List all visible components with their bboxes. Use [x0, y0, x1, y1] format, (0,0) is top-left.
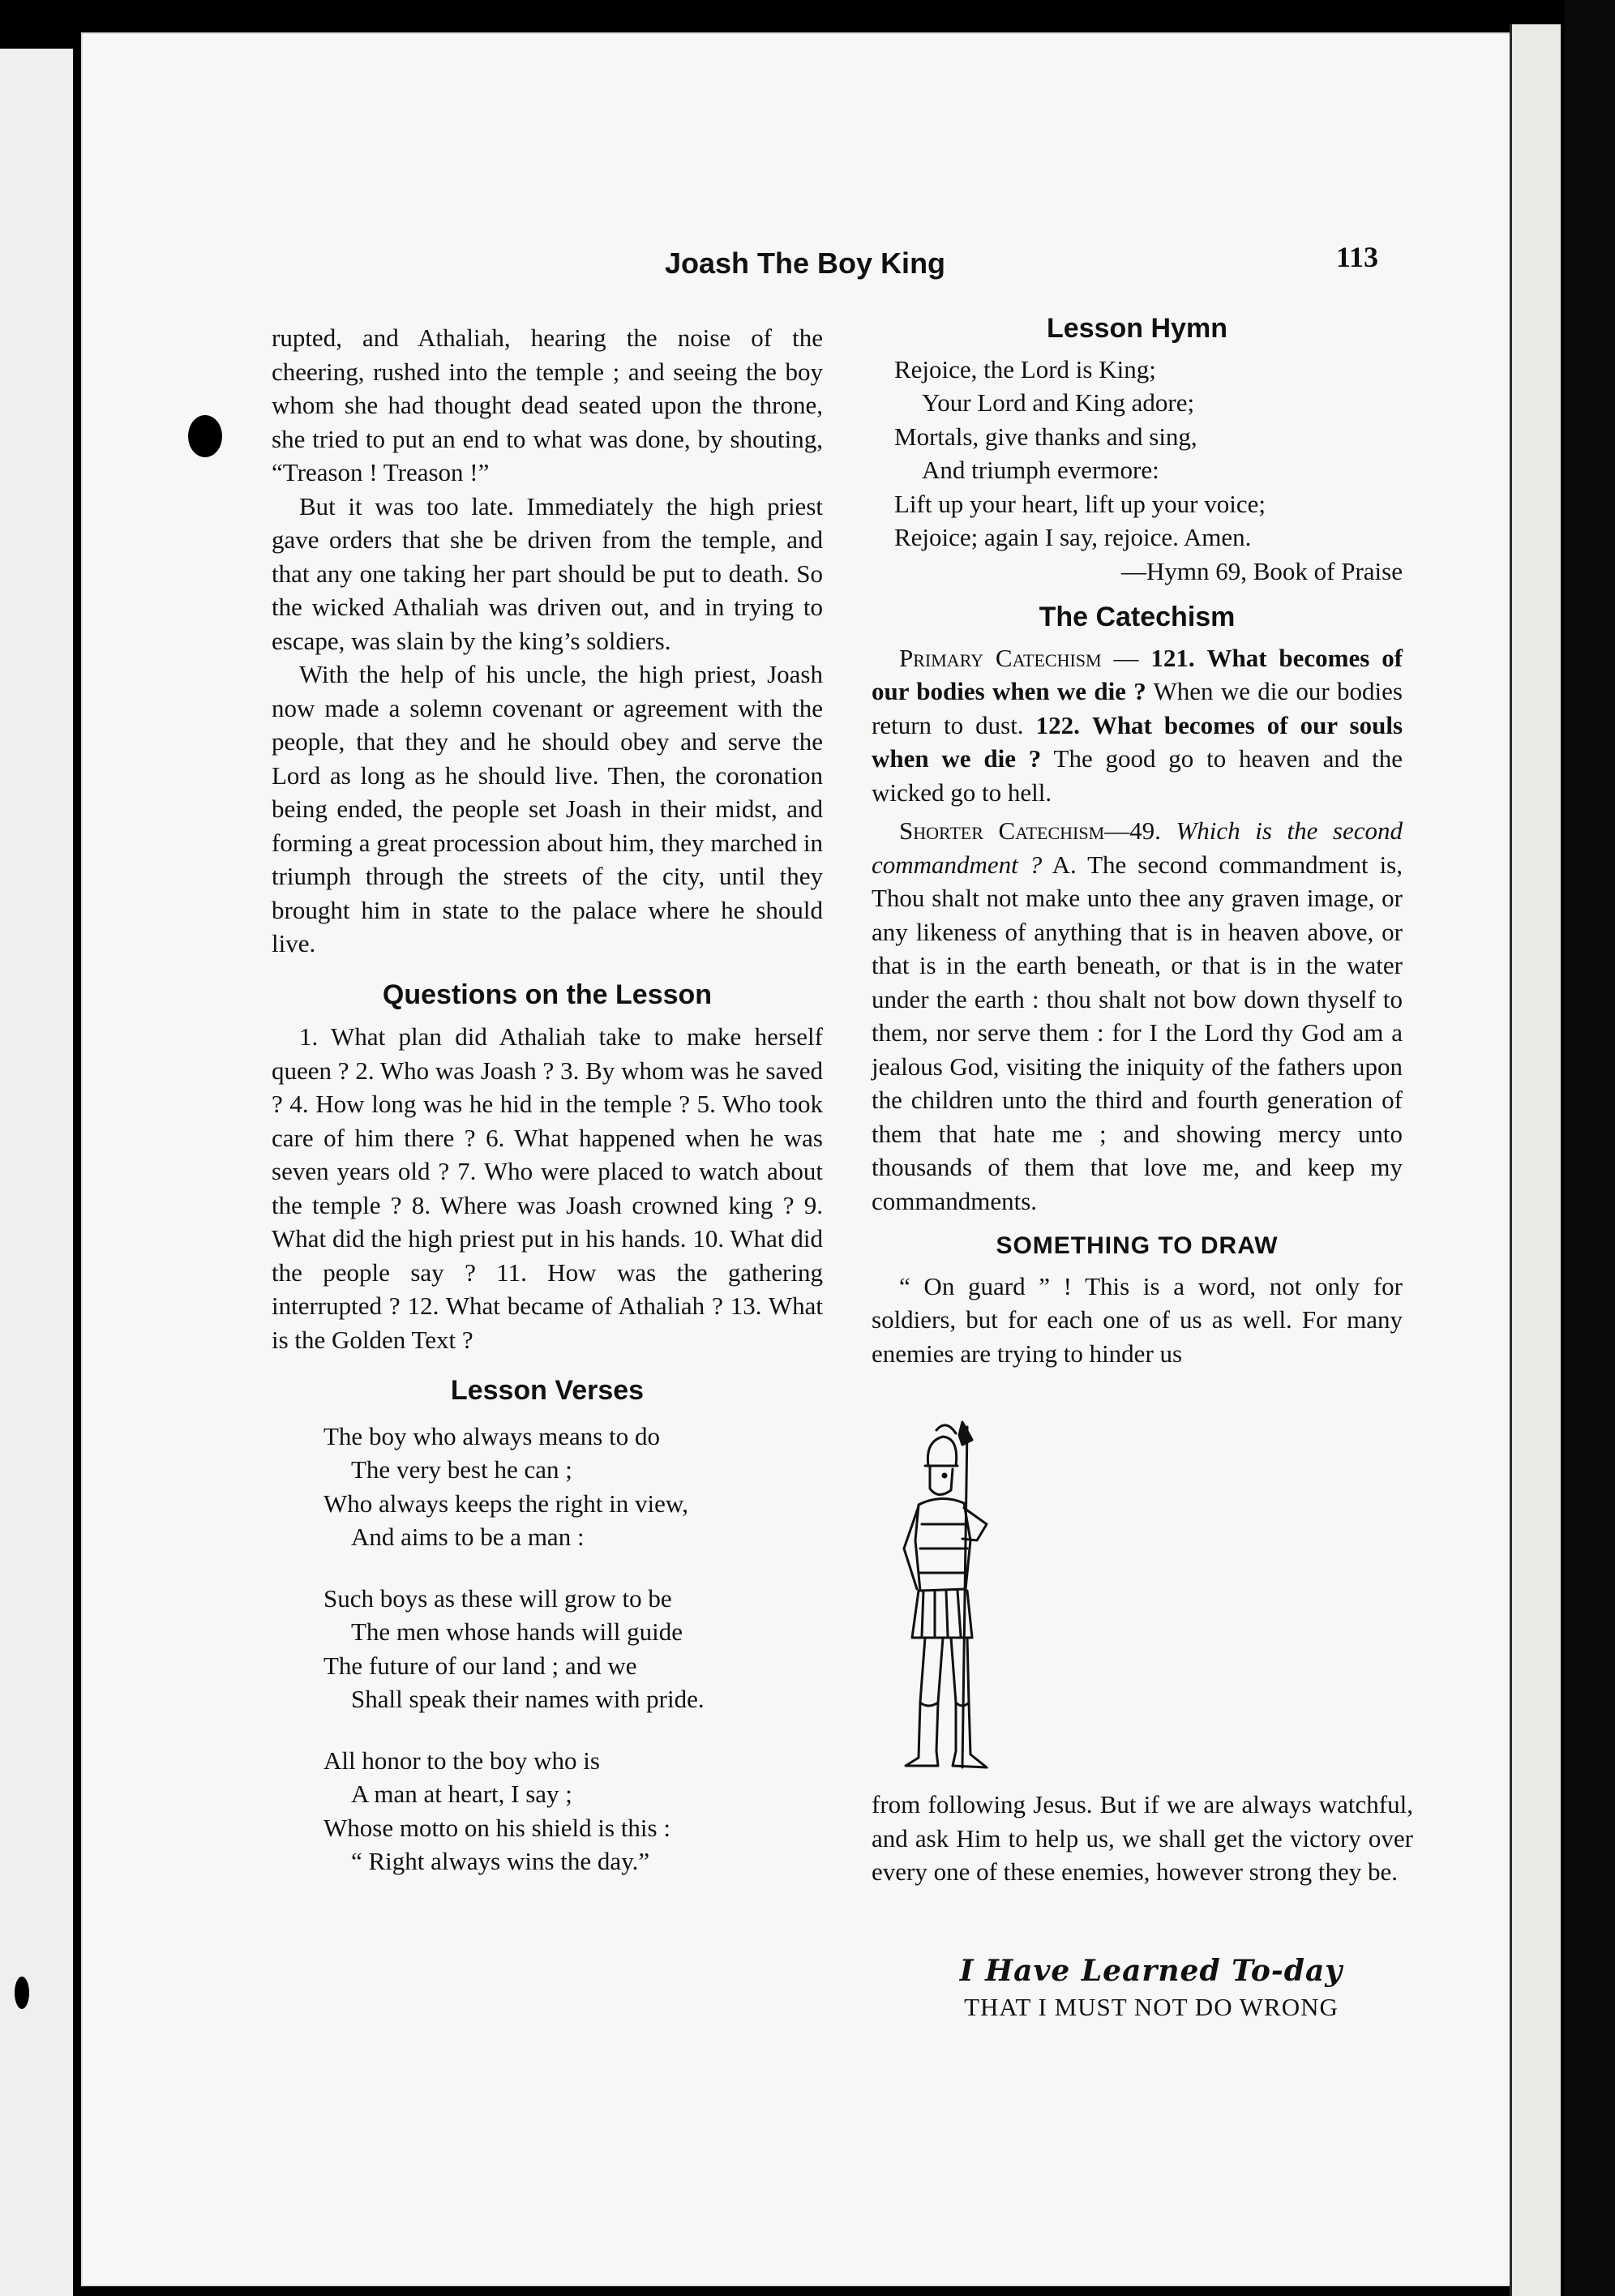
- learned-today-box: [896, 1954, 1407, 2022]
- draw-heading: SOMETHING TO DRAW: [996, 1232, 1279, 1259]
- left-column: [272, 321, 823, 1906]
- running-title: Joash The Boy King: [665, 246, 946, 280]
- hymn-line: Mortals, give thanks and sing,: [894, 422, 1197, 451]
- question-number: 122.: [1035, 710, 1080, 739]
- questions-text: 1. What plan did Athaliah take to make herself queen ? 2. Who was Joash ? 3. By whom was he saved ? 4. How long was he hid in the temple ? 5. Who took care of him there ? 6. What happened when he was seven years old ? 7. Who were placed to watch about the temple ? 8. Where was Joash crowned king ? 9. What did the high priest put in his hands. 10. What did the people say ? 11. How was the gathering interrupted ? 12. What became of Athaliah ? 13. What is the Golden Text ?: [272, 1022, 823, 1354]
- shorter-catechism: [872, 814, 1403, 1218]
- right-page-edge: [1510, 24, 1561, 2296]
- learned-text: THAT I MUST NOT DO WRONG: [964, 1993, 1339, 2021]
- catechism-answer: The good go to heaven and the wicked go to hell.: [872, 744, 1403, 807]
- verse-line: Shall speak their names with pride.: [351, 1685, 705, 1713]
- verse-line: Such boys as these will grow to be: [323, 1583, 672, 1613]
- primary-catechism: Primary Catechism — 121. What becomes of our bodies when we die ? When we die our bodies return to dust. 122. What becomes of our souls when we die ? The good go to heaven and the wicked go to hell.: [872, 643, 1403, 807]
- verse-line: All honor to the boy who is: [323, 1746, 600, 1775]
- hymn-heading: Lesson Hymn: [1047, 313, 1227, 344]
- primary-catechism-label: Primary Catechism: [899, 643, 1102, 672]
- soldier-illustration: [872, 1419, 1066, 1776]
- verse-stanza: [323, 1744, 823, 1878]
- hymn-line: Rejoice, the Lord is King;: [894, 354, 1156, 383]
- helmet: [927, 1437, 956, 1466]
- lesson-hymn: [872, 353, 1403, 589]
- hymn-line: Lift up your heart, lift up your voice;: [894, 489, 1266, 518]
- verse-line: The future of our land ; and we: [323, 1651, 637, 1680]
- page-number: 113: [1336, 241, 1379, 273]
- punch-hole: [188, 415, 222, 457]
- hymn-line: Your Lord and King adore;: [922, 388, 1195, 417]
- lesson-verses: [272, 1420, 823, 1878]
- punch-hole: [15, 1977, 29, 2009]
- story-paragraph: With the help of his uncle, the high priest, Joash now made a solemn covenant or agreement with the people, that they and he should obey and serve the Lord as long as he should live. Then, the coronation being ended, the people set Joash in their midst, and forming a great procession about him, they marched in triumph through the streets of the city, until they brought him in state to the palace where he should live.: [272, 660, 823, 957]
- question-number: —49.: [1104, 816, 1161, 845]
- draw-text: “ On guard ” ! This is a word, not only for soldiers, but for each one of us as well. For many enemies are trying to hinder us: [872, 1271, 1403, 1368]
- catechism-answer: When we die our bodies return to dust.: [872, 677, 1403, 739]
- spear: [962, 1427, 967, 1767]
- hymn-line: And triumph evermore:: [922, 456, 1159, 484]
- draw-continuation: [872, 1788, 1413, 1889]
- questions-heading: Questions on the Lesson: [382, 979, 713, 1010]
- story-paragraph: rupted, and Athaliah, hearing the noise of the cheering, rushed into the temple ; and seeing the boy whom she had thought dead seated upon the throne, she tried to put an end to what was done, by shouting, “Treason ! Treason !”: [272, 323, 823, 486]
- verse-line: Whose motto on his shield is this :: [323, 1813, 670, 1842]
- verse-line: And aims to be a man :: [351, 1523, 585, 1551]
- shorter-catechism-label: Shorter Catechism: [899, 816, 1105, 845]
- verses-heading: Lesson Verses: [450, 1375, 645, 1406]
- question-number: 121.: [1150, 643, 1195, 672]
- catechism-answer: A. The second commandment is, Thou shalt not make unto thee any graven image, or any likeness of anything that is in heaven above, or that is in the earth beneath, or that is in the water under the earth : thou shalt not bow down thyself to them, nor serve them : for I the Lord thy God am a jealous God, visiting the iniquity of the fathers upon the children unto the third and fourth generation of them that hate me ; and showing mercy unto thousands of them that love me, and keep my commandments.: [872, 850, 1403, 1215]
- verse-line: The boy who always means to do: [323, 1421, 660, 1450]
- catechism-heading: The Catechism: [1039, 602, 1236, 632]
- hymn-line: Rejoice; again I say, rejoice. Amen.: [894, 523, 1252, 551]
- verse-stanza: [323, 1420, 823, 1554]
- catechism-question: What becomes of our bodies when we die ?: [872, 643, 1403, 705]
- learned-heading: I Have Learned To-day: [959, 1954, 1343, 1988]
- verse-stanza: [323, 1582, 823, 1716]
- verse-line: Who always keeps the right in view,: [323, 1489, 688, 1518]
- hymn-source: —Hymn 69, Book of Praise: [1120, 556, 1403, 585]
- armor: [915, 1498, 970, 1591]
- verse-line: The very best he can ;: [351, 1455, 572, 1484]
- verse-line: The men whose hands will guide: [351, 1617, 683, 1646]
- verse-line: A man at heart, I say ;: [351, 1780, 572, 1808]
- right-scan-border: [1565, 0, 1615, 2296]
- catechism-question: Which is the second commandment ?: [872, 816, 1403, 879]
- verse-line: “ Right always wins the day.”: [351, 1847, 650, 1875]
- left-page-edge: [0, 49, 73, 2296]
- catechism-question: What becomes of our souls when we die ?: [872, 710, 1403, 773]
- story-paragraph: But it was too late. Immediately the high priest gave orders that she be driven from the temple, and that any one taking her part should be put to death. So the wicked Athaliah was driven out, and in trying to escape, was slain by the king’s soldiers.: [272, 491, 823, 655]
- draw-text-continued: from following Jesus. But if we are always watchful, and ask Him to help us, we shall get the victory over every one of these enemies, however strong they be.: [872, 1790, 1413, 1886]
- right-column: [872, 312, 1403, 1370]
